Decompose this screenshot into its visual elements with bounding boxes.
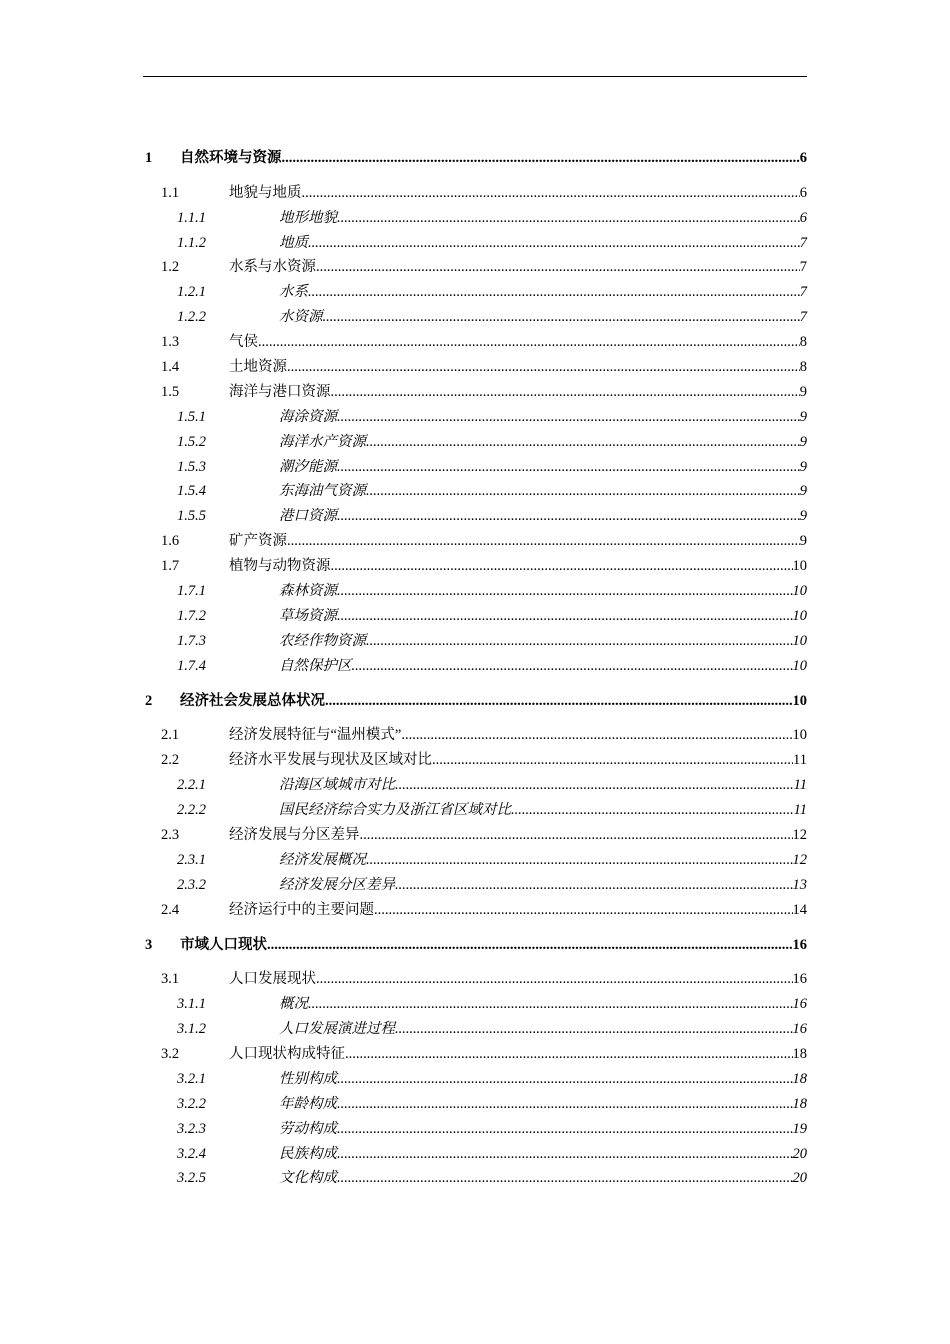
toc-entry-level-3[interactable] — [143, 231, 807, 256]
dot-leader — [432, 748, 793, 773]
toc-entry-level-3[interactable] — [143, 848, 807, 873]
dot-leader — [267, 933, 793, 958]
dot-leader — [366, 430, 800, 455]
toc-entry-number: 1.7.4 — [177, 657, 206, 674]
dot-leader — [316, 255, 800, 280]
dot-leader — [331, 554, 793, 579]
toc-entry-number: 3.1.1 — [177, 996, 206, 1013]
toc-entry-page-number: 9 — [799, 483, 807, 500]
toc-entry-level-3[interactable] — [143, 305, 807, 330]
toc-entry-number: 1.7.2 — [177, 607, 206, 624]
toc-entry-number: 1.7.1 — [177, 583, 206, 600]
toc-entry-title: 海洋与港口资源 — [229, 383, 331, 400]
toc-entry-number: 2.2.1 — [177, 777, 206, 794]
toc-entry-page-number: 19 — [792, 1120, 807, 1137]
dot-leader — [337, 1142, 793, 1167]
toc-entry-title: 文化构成 — [279, 1170, 337, 1187]
toc-entry-level-3[interactable] — [143, 604, 807, 629]
toc-entry-page-number: 7 — [799, 284, 807, 301]
table-of-contents — [143, 146, 807, 1191]
dot-leader — [337, 604, 793, 629]
dot-leader — [302, 181, 800, 206]
toc-entry-title: 农经作物资源 — [279, 632, 366, 649]
toc-entry-level-3[interactable] — [143, 1166, 807, 1191]
dot-leader — [366, 848, 793, 873]
toc-entry-page-number: 9 — [799, 433, 807, 450]
dot-leader — [337, 455, 800, 480]
toc-entry-title: 地貌与地质 — [229, 184, 302, 201]
toc-entry-page-number: 20 — [792, 1145, 807, 1162]
toc-entry-level-2[interactable] — [143, 748, 807, 773]
toc-entry-level-3[interactable] — [143, 629, 807, 654]
toc-entry-number: 3.1 — [161, 971, 180, 988]
toc-entry-page-number: 7 — [799, 309, 807, 326]
toc-entry-level-3[interactable] — [143, 280, 807, 305]
dot-leader — [337, 405, 800, 430]
toc-entry-title: 海涂资源 — [279, 408, 337, 425]
toc-entry-title: 经济发展特征与“温州模式” — [229, 727, 402, 744]
toc-entry-title: 港口资源 — [279, 508, 337, 525]
toc-entry-level-2[interactable] — [143, 355, 807, 380]
toc-entry-page-number: 12 — [792, 826, 807, 843]
toc-entry-page-number: 10 — [792, 583, 807, 600]
toc-entry-level-2[interactable] — [143, 723, 807, 748]
dot-leader — [366, 479, 800, 504]
toc-entry-number: 2.2.2 — [177, 802, 206, 819]
dot-leader — [337, 1166, 793, 1191]
toc-entry-page-number: 10 — [792, 632, 807, 649]
toc-entry-page-number: 6 — [799, 150, 807, 166]
toc-entry-title: 经济运行中的主要问题 — [229, 901, 374, 918]
toc-entry-page-number: 9 — [799, 508, 807, 525]
dot-leader — [337, 1092, 793, 1117]
toc-entry-level-2[interactable] — [143, 823, 807, 848]
toc-entry-level-2[interactable] — [143, 330, 807, 355]
dot-leader — [352, 654, 793, 679]
toc-entry-number: 2.1 — [161, 727, 180, 744]
toc-entry-number: 3.2.4 — [177, 1145, 206, 1162]
toc-entry-level-1[interactable] — [143, 933, 807, 958]
toc-entry-number: 1.1.2 — [177, 234, 206, 251]
toc-entry-page-number: 16 — [792, 996, 807, 1013]
toc-entry-level-3[interactable] — [143, 873, 807, 898]
toc-entry-page-number: 8 — [799, 359, 807, 376]
toc-entry-level-3[interactable] — [143, 206, 807, 231]
toc-entry-title: 水系与水资源 — [229, 259, 316, 276]
toc-entry-title: 经济发展与分区差异 — [229, 826, 360, 843]
toc-entry-title: 经济水平发展与现状及区域对比 — [229, 752, 432, 769]
dot-leader — [316, 967, 793, 992]
toc-entry-page-number: 6 — [799, 209, 807, 226]
toc-entry-page-number: 18 — [792, 1046, 807, 1062]
toc-entry-number: 1.4 — [161, 359, 180, 376]
toc-entry-page-number: 18 — [792, 1095, 807, 1112]
toc-entry-level-2[interactable] — [143, 554, 807, 579]
dot-leader — [287, 529, 800, 554]
toc-entry-level-1[interactable] — [143, 689, 807, 714]
toc-entry-level-3[interactable] — [143, 430, 807, 455]
toc-entry-number: 1.5.4 — [177, 483, 206, 500]
toc-entry-title: 地形地貌 — [279, 209, 337, 226]
toc-entry-number: 1.3 — [161, 334, 180, 351]
toc-entry-level-3[interactable] — [143, 773, 807, 798]
toc-entry-title: 经济发展分区差异 — [279, 876, 395, 893]
toc-entry-number: 2.3.2 — [177, 876, 206, 893]
toc-entry-number: 1.2.2 — [177, 309, 206, 326]
toc-entry-number: 2.4 — [161, 901, 180, 918]
toc-entry-title: 水资源 — [279, 309, 323, 326]
toc-entry-page-number: 12 — [792, 851, 807, 868]
toc-entry-title: 土地资源 — [229, 359, 287, 376]
toc-entry-number: 2.2 — [161, 752, 180, 769]
toc-entry-number: 1.1.1 — [177, 209, 206, 226]
toc-entry-number: 1.5.2 — [177, 433, 206, 450]
dot-leader — [395, 773, 794, 798]
toc-entry-title: 地质 — [279, 234, 308, 251]
toc-entry-number: 1.5.5 — [177, 508, 206, 525]
toc-entry-number: 3.2.5 — [177, 1170, 206, 1187]
toc-entry-level-2[interactable] — [143, 380, 807, 405]
toc-entry-number: 3 — [145, 936, 153, 953]
toc-entry-page-number: 16 — [792, 971, 807, 988]
toc-entry-page-number: 20 — [792, 1170, 807, 1187]
toc-entry-title: 概况 — [279, 996, 308, 1013]
dot-leader — [511, 798, 794, 823]
toc-entry-number: 3.2.3 — [177, 1120, 206, 1137]
toc-entry-number: 3.2.1 — [177, 1070, 206, 1087]
toc-entry-title: 年龄构成 — [279, 1095, 337, 1112]
toc-entry-number: 3.2.2 — [177, 1095, 206, 1112]
toc-entry-page-number: 16 — [792, 1021, 807, 1038]
toc-entry-title: 水系 — [279, 284, 308, 301]
toc-entry-page-number: 18 — [792, 1070, 807, 1087]
toc-entry-page-number: 6 — [799, 184, 807, 201]
toc-entry-number: 2.3 — [161, 826, 180, 843]
toc-entry-level-3[interactable] — [143, 479, 807, 504]
toc-entry-level-3[interactable] — [143, 455, 807, 480]
toc-entry-level-3[interactable] — [143, 1142, 807, 1167]
toc-entry-title: 东海油气资源 — [279, 483, 366, 500]
toc-entry-level-2[interactable] — [143, 967, 807, 992]
dot-leader — [323, 305, 800, 330]
dot-leader — [395, 873, 793, 898]
toc-entry-level-1[interactable] — [143, 146, 807, 171]
dot-leader — [395, 1017, 793, 1042]
toc-entry-number: 1.5 — [161, 383, 180, 400]
toc-entry-title: 植物与动物资源 — [229, 558, 331, 575]
toc-entry-level-3[interactable] — [143, 504, 807, 529]
toc-entry-page-number: 13 — [792, 876, 807, 893]
toc-entry-page-number: 10 — [792, 607, 807, 624]
toc-entry-number: 3.1.2 — [177, 1021, 206, 1038]
dot-leader — [337, 206, 800, 231]
toc-entry-level-2[interactable] — [143, 1042, 807, 1067]
toc-entry-page-number: 16 — [792, 936, 807, 953]
toc-entry-title: 人口发展演进过程 — [279, 1021, 395, 1038]
toc-entry-page-number: 14 — [792, 901, 807, 918]
toc-entry-page-number: 10 — [792, 692, 807, 709]
toc-entry-page-number: 9 — [799, 533, 807, 550]
toc-entry-page-number: 7 — [799, 259, 807, 276]
toc-entry-level-3[interactable] — [143, 1117, 807, 1142]
toc-entry-page-number: 11 — [793, 802, 807, 819]
dot-leader — [366, 629, 793, 654]
dot-leader — [308, 280, 800, 305]
toc-entry-level-2[interactable] — [143, 898, 807, 923]
toc-entry-number: 1 — [145, 150, 153, 166]
toc-entry-page-number: 10 — [792, 657, 807, 674]
toc-entry-title: 人口发展现状 — [229, 971, 316, 988]
toc-entry-number: 1.5.3 — [177, 458, 206, 475]
toc-entry-title: 国民经济综合实力及浙江省区域对比 — [279, 802, 511, 819]
toc-entry-title: 自然环境与资源 — [180, 150, 282, 166]
dot-leader — [287, 355, 800, 380]
toc-entry-number: 1.7 — [161, 558, 180, 575]
toc-entry-page-number: 10 — [792, 558, 807, 575]
toc-entry-level-3[interactable] — [143, 992, 807, 1017]
toc-entry-level-3[interactable] — [143, 798, 807, 823]
toc-entry-number: 1.1 — [161, 184, 180, 201]
toc-entry-title: 市域人口现状 — [180, 936, 267, 953]
dot-leader — [337, 1117, 793, 1142]
toc-entry-page-number: 8 — [799, 334, 807, 351]
toc-entry-number: 2.3.1 — [177, 851, 206, 868]
toc-entry-title: 潮汐能源 — [279, 458, 337, 475]
toc-entry-page-number: 9 — [799, 458, 807, 475]
toc-entry-number: 1.5.1 — [177, 408, 206, 425]
toc-entry-page-number: 11 — [793, 752, 807, 769]
toc-entry-title: 性别构成 — [279, 1070, 337, 1087]
dot-leader — [282, 146, 800, 171]
toc-entry-title: 气侯 — [229, 334, 258, 351]
toc-entry-page-number: 9 — [799, 408, 807, 425]
toc-entry-title: 海洋水产资源 — [279, 433, 366, 450]
dot-leader — [360, 823, 793, 848]
toc-entry-level-2[interactable] — [143, 181, 807, 206]
toc-entry-level-3[interactable] — [143, 1092, 807, 1117]
toc-entry-title: 矿产资源 — [229, 533, 287, 550]
toc-entry-title: 经济发展概况 — [279, 851, 366, 868]
toc-entry-title: 人口现状构成特征 — [229, 1046, 345, 1062]
toc-entry-level-3[interactable] — [143, 579, 807, 604]
dot-leader — [337, 1067, 793, 1092]
toc-entry-title: 劳动构成 — [279, 1120, 337, 1137]
dot-leader — [325, 689, 793, 714]
dot-leader — [308, 992, 793, 1017]
toc-entry-level-3[interactable] — [143, 1067, 807, 1092]
toc-entry-title: 自然保护区 — [279, 657, 352, 674]
dot-leader — [374, 898, 793, 923]
dot-leader — [401, 723, 792, 748]
toc-entry-title: 经济社会发展总体状况 — [180, 692, 325, 709]
toc-entry-number: 1.2.1 — [177, 284, 206, 301]
header-rule — [143, 76, 807, 77]
toc-entry-page-number: 11 — [793, 777, 807, 794]
toc-entry-number: 1.6 — [161, 533, 180, 550]
dot-leader — [331, 380, 800, 405]
toc-entry-level-3[interactable] — [143, 654, 807, 679]
toc-entry-level-2[interactable] — [143, 529, 807, 554]
toc-entry-page-number: 10 — [792, 727, 807, 744]
dot-leader — [258, 330, 800, 355]
toc-entry-page-number: 9 — [799, 383, 807, 400]
dot-leader — [345, 1042, 793, 1067]
toc-entry-number: 1.7.3 — [177, 632, 206, 649]
toc-entry-level-2[interactable] — [143, 255, 807, 280]
toc-entry-title: 民族构成 — [279, 1145, 337, 1162]
toc-entry-number: 2 — [145, 692, 153, 709]
toc-entry-number: 3.2 — [161, 1046, 180, 1062]
dot-leader — [337, 579, 793, 604]
toc-entry-level-3[interactable] — [143, 1017, 807, 1042]
toc-entry-title: 森林资源 — [279, 583, 337, 600]
toc-entry-title: 沿海区域城市对比 — [279, 777, 395, 794]
toc-entry-level-3[interactable] — [143, 405, 807, 430]
dot-leader — [308, 231, 800, 256]
toc-entry-number: 1.2 — [161, 259, 180, 276]
dot-leader — [337, 504, 800, 529]
toc-entry-page-number: 7 — [799, 234, 807, 251]
toc-entry-title: 草场资源 — [279, 607, 337, 624]
